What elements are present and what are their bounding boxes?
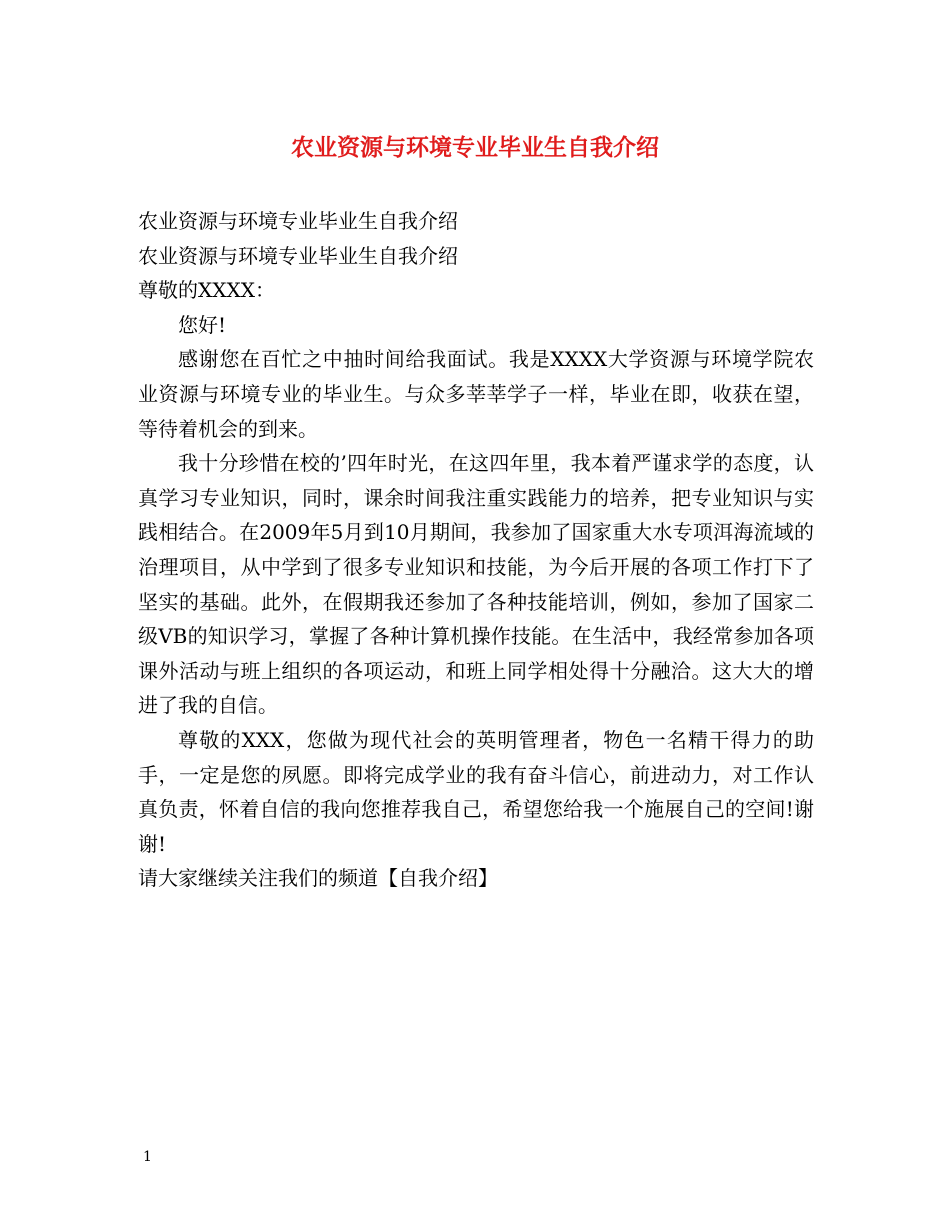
- body-paragraph: 尊敬的XXX，您做为现代社会的英明管理者，物色一名精干得力的助手，一定是您的夙愿。即将完成学业的我有奋斗信心，前进动力，对工作认真负责，怀着自信的我向您推荐我自己，希望您给我一个施展自己的空间!谢谢!: [138, 727, 814, 856]
- salutation: 尊敬的XXXX：: [138, 278, 275, 303]
- closing-line: 请大家继续关注我们的频道【自我介绍】: [138, 866, 498, 891]
- subtitle-line: 农业资源与环境专业毕业生自我介绍: [138, 243, 458, 268]
- document-body: [138, 204, 814, 896]
- greeting: 您好!: [178, 312, 227, 337]
- body-paragraph: 我十分珍惜在校的’四年时光，在这四年里，我本着严谨求学的态度，认真学习专业知识，同时，课余时间我注重实践能力的培养，把专业知识与实践相结合。在2009年5月到10月期间，我参加了国家重大水专项洱海流域的治理项目，从中学到了很多专业知识和技能，为今后开展的各项工作打下了坚实的基础。此外，在假期我还参加了各种技能培训，例如，参加了国家二级VB的知识学习，掌握了各种计算机操作技能。在生活中，我经常参加各项课外活动与班上组织的各项运动，和班上同学相处得十分融洽。这大大的增进了我的自信。: [138, 451, 814, 718]
- subtitle-line: 农业资源与环境专业毕业生自我介绍: [138, 209, 458, 233]
- document-title: 农业资源与环境专业毕业生自我介绍: [291, 134, 659, 161]
- page-number: 1: [143, 1149, 152, 1165]
- body-paragraph: 感谢您在百忙之中抽时间给我面试。我是XXXX大学资源与环境学院农业资源与环境专业的毕业生。与众多莘莘学子一样，毕业在即，收获在望，等待着机会的到来。: [138, 347, 814, 441]
